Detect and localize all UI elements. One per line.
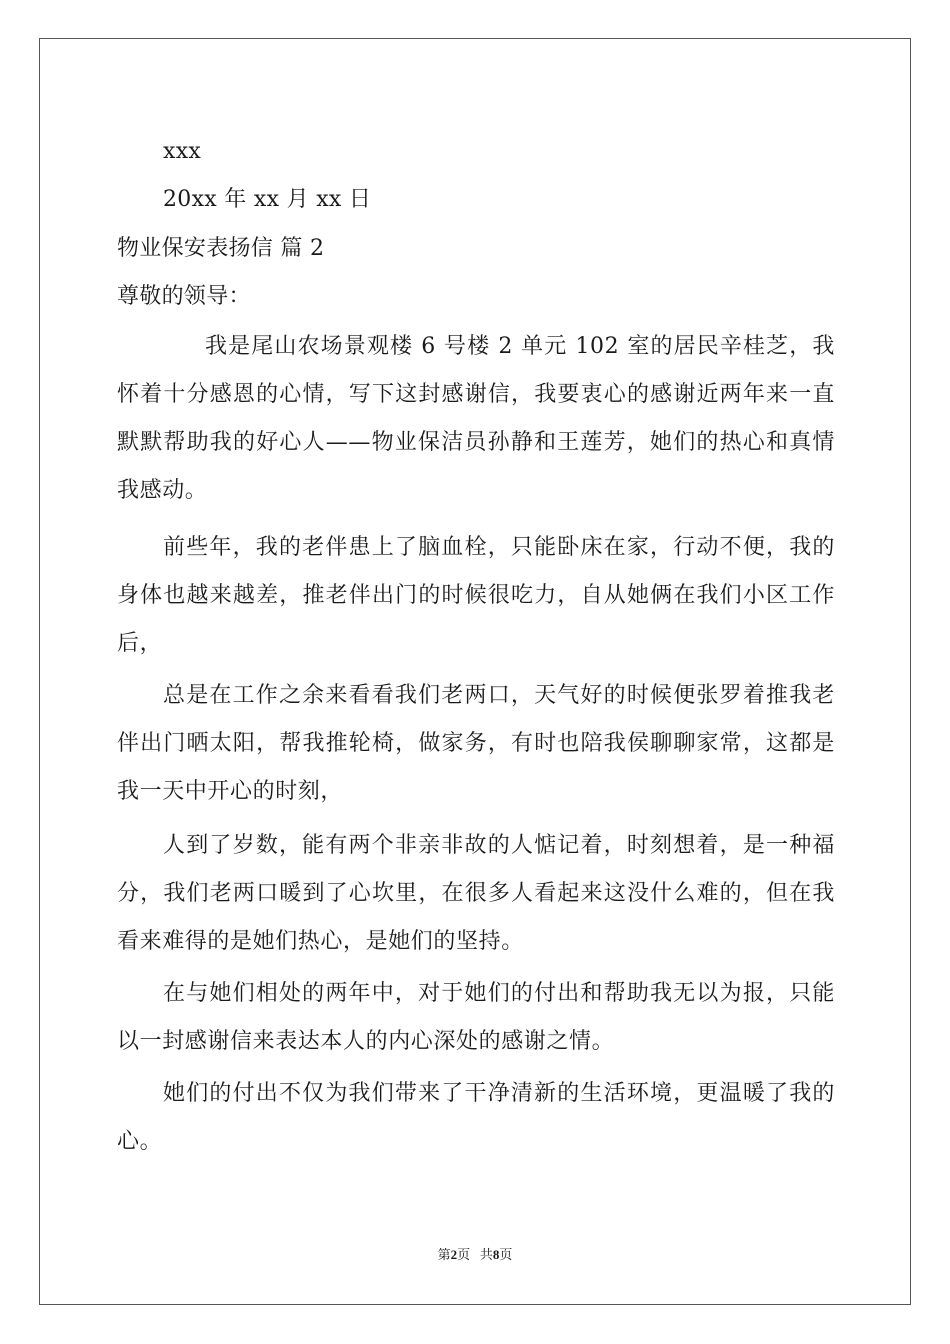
total-suffix: 页 — [499, 1247, 513, 1262]
letter-date: 20xx 年 xx 月 xx 日 — [163, 187, 372, 212]
paragraph-6: 她们的付出不仅为我们带来了干净清新的生活环境，更温暖了我的心。 — [117, 1081, 835, 1154]
page-suffix: 页 — [457, 1247, 471, 1262]
page-footer — [0, 1247, 950, 1263]
paragraph-2: 前些年，我的老伴患上了脑血栓，只能卧床在家，行动不便，我的身体也越来越差，推老伴出门的时候很吃力，自从她俩在我们小区工作后， — [117, 535, 835, 656]
signature: xxx — [163, 139, 202, 164]
paragraph-5: 在与她们相处的两年中，对于她们的付出和帮助我无以为报，只能以一封感谢信来表达本人的内心深处的感谢之情。 — [117, 981, 835, 1054]
paragraph-4: 人到了岁数，能有两个非亲非故的人惦记着，时刻想着，是一种福分，我们老两口暖到了心坎里，在很多人看起来这没什么难的，但在我看来难得的是她们热心，是她们的坚持。 — [117, 833, 835, 954]
section-title: 物业保安表扬信 篇 2 — [117, 236, 325, 261]
salutation: 尊敬的领导： — [117, 284, 251, 309]
total-pages-number: 8 — [492, 1247, 500, 1262]
paragraph-1: 我是尾山农场景观楼 6 号楼 2 单元 102 室的居民辛桂芝，我怀着十分感恩的心情，写下这封感谢信，我要衷心的感谢近两年来一直默默帮助我的好心人——物业保洁员孙静和王莲芳，她们的热心和真情我感动。 — [117, 334, 835, 503]
total-prefix: 共 — [479, 1247, 493, 1262]
current-page-number: 2 — [450, 1247, 458, 1262]
page-prefix: 第 — [437, 1247, 451, 1262]
paragraph-3: 总是在工作之余来看看我们老两口，天气好的时候便张罗着推我老伴出门晒太阳，帮我推轮椅，做家务，有时也陪我侯聊聊家常，这都是我一天中开心的时刻， — [117, 683, 835, 804]
